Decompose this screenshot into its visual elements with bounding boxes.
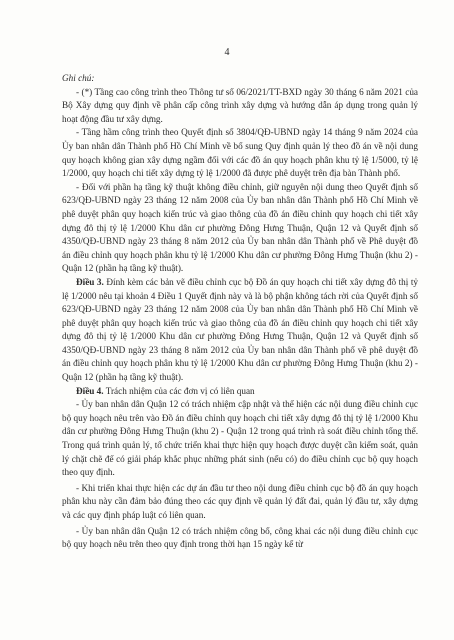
article-4: [62, 385, 418, 399]
note-item: - Tầng hầm công trình theo Quyết định số 3804/QĐ-UBND ngày 14 tháng 9 năm 2024 của Ủy ban nhân dân Thành phố Hồ Chí Minh về bổ sung Quy định quản lý theo đồ án về nội dung quy hoạch không gian xây dựng ngầm đối với các đồ án quy hoạch phân khu tỷ lệ 1/5000, tỷ lệ 1/2000, quy hoạch chi tiết xây dựng tỷ lệ 1/2000 đã được phê duyệt trên địa bàn Thành phố.: [62, 127, 418, 179]
article-4-item: - Ủy ban nhân dân Quận 12 có trách nhiệm cập nhật và thể hiện các nội dung điều chỉnh cục bộ quy hoạch nêu trên vào Đồ án điều chỉnh quy hoạch chi tiết xây dựng đô thị tỷ lệ 1/2000 Khu dân cư phường Đông Hưng Thuận (khu 2) - Quận 12 trong quá trình rà soát điều chỉnh tổng thể. Trong quá trình quản lý, tổ chức triển khai thực hiện quy hoạch được duyệt cần kiểm soát, quản lý chặt chẽ để có giải pháp khắc phục những phát sinh (nếu có) do điều chỉnh cục bộ quy hoạch theo quy định.: [62, 399, 418, 478]
page-number: 4: [224, 47, 230, 58]
note-item: - Đối với phần hạ tầng kỹ thuật không điều chỉnh, giữ nguyên nội dung theo Quyết định số 623/QĐ-UBND ngày 23 tháng 12 năm 2008 của Ủy ban nhân dân Thành phố Hồ Chí Minh về phê duyệt phân quy hoạch kiến trúc và giao thông của đồ án điều chỉnh quy hoạch chi tiết xây dựng đô thị tỷ lệ 1/2000 Khu dân cư phường Đông Hưng Thuận, Quận 12 và Quyết định số 4350/QĐ-UBND ngày 23 tháng 8 năm 2012 của Ủy ban nhân dân Thành phố về Phê duyệt đồ án điều chỉnh quy hoạch phân khu tỷ lệ 1/2000 Khu dân cư phường Đông Hưng Thuận (khu 2) - Quận 12 (phần hạ tầng kỹ thuật).: [62, 181, 418, 274]
article-4-item: - Ủy ban nhân dân Quận 12 có trách nhiệm công bố, công khai các nội dung điều chỉnh cục bộ quy hoạch nêu trên theo quy định trong thời hạn 15 ngày kể từ: [62, 525, 418, 550]
article-3-heading: Điều 3.: [76, 276, 104, 287]
document-body: [62, 72, 418, 552]
article-4-heading: Điều 4.: [76, 385, 104, 396]
article-4-item: - Khi triển khai thực hiện các dự án đầu tư theo nội dung điều chỉnh cục bộ đồ án quy hoạch phân khu này cần đảm bảo đúng theo các quy định về quản lý đất đai, quản lý đầu tư, xây dựng và các quy định pháp luật có liên quan.: [62, 482, 418, 520]
article-3: [62, 276, 418, 385]
notes-title: Ghi chú:: [62, 73, 95, 83]
note-item: - (*) Tầng cao công trình theo Thông tư số 06/2021/TT-BXD ngày 30 tháng 6 năm 2021 của Bộ Xây dựng quy định về phân cấp công trình xây dựng và hướng dẫn áp dụng trong quản lý hoạt động đầu tư xây dựng.: [62, 86, 418, 124]
article-3-text: Đính kèm các bản vẽ điều chỉnh cục bộ Đồ án quy hoạch chi tiết xây dựng đô thị tỷ lệ 1/2000 nêu tại khoản 4 Điều 1 Quyết định này và là bộ phận không tách rời của Quyết định số 623/QĐ-UBND ngày 23 tháng 12 năm 2008 của Ủy ban nhân dân Thành phố Hồ Chí Minh về phê duyệt phân quy hoạch kiến trúc và giao thông của đồ án điều chỉnh quy hoạch chi tiết xây dựng đô thị tỷ lệ 1/2000 Khu dân cư phường Đông Hưng Thuận, Quận 12 và Quyết định số 4350/QĐ-UBND ngày 23 tháng 8 năm 2012 của Ủy ban nhân dân Thành phố về phê duyệt đồ án điều chỉnh quy hoạch phân khu tỷ lệ 1/2000 Khu dân cư phường Đông Hưng Thuận (khu 2) - Quận 12 (phần hạ tầng kỹ thuật).: [62, 276, 419, 383]
article-4-text: Trách nhiệm của các đơn vị có liên quan: [105, 385, 255, 396]
